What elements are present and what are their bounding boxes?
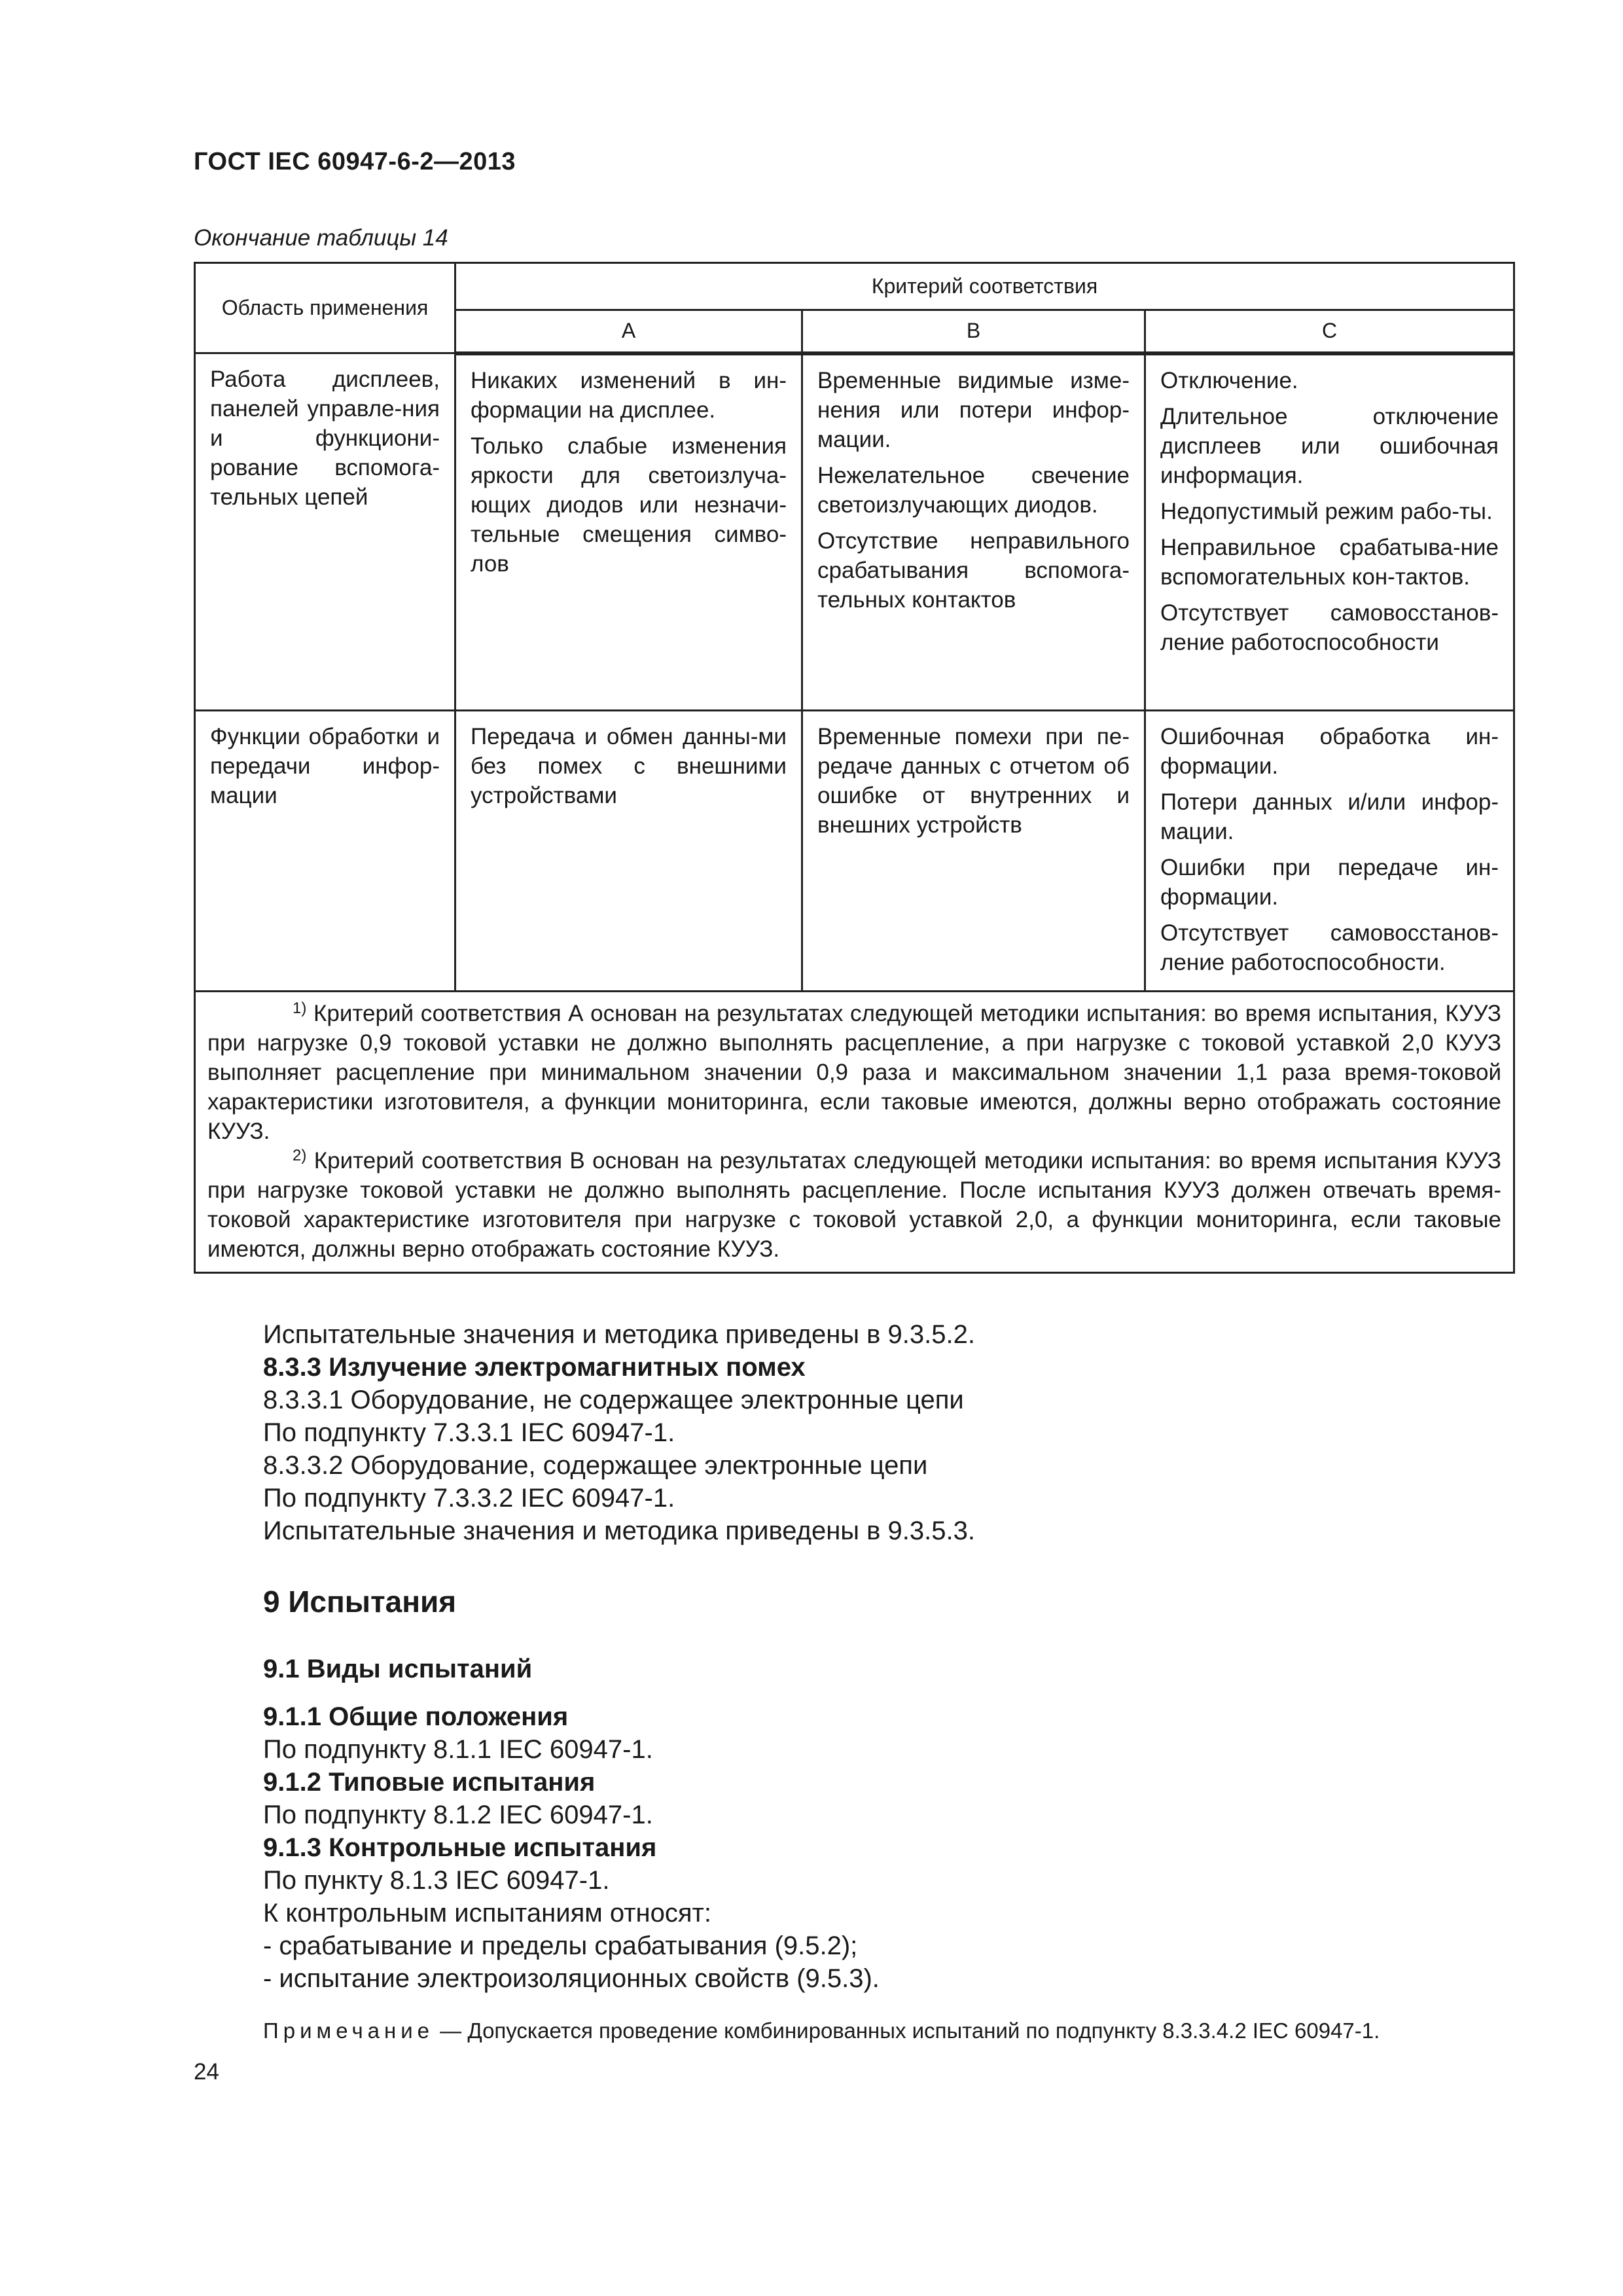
- row-criterion-a: Никаких изменений в ин-формации на дисплее. Только слабые изменения яркости для светоизлуча-ющих диодов или незначи-тельные смещения симво-лов: [455, 353, 802, 711]
- table-row: [195, 353, 1514, 711]
- note-label: Примечание: [263, 2018, 435, 2043]
- paragraph: По подпункту 8.1.2 IEC 60947-1.: [263, 1801, 653, 1829]
- note-text: — Допускается проведение комбинированных испытаний по подпункту 8.3.3.4.2 IEC 60947-1.: [434, 2018, 1380, 2043]
- row-criterion-c: Отключение. Длительное отключение дисплеев или ошибочная информация. Недопустимый режим рабо-ты. Неправильное срабатыва-ние вспомогательных кон-тактов. Отсутствует самовосстанов-ление работоспособности: [1145, 353, 1514, 711]
- section-heading-9-1: 9.1 Виды испытаний: [263, 1655, 533, 1683]
- list-item: - срабатывание и пределы срабатывания (9.5.2);: [263, 1931, 858, 1960]
- subsection-heading: 9.1.1 Общие положения: [263, 1702, 569, 1731]
- list-item: - испытание электроизоляционных свойств (9.5.3).: [263, 1964, 880, 1993]
- paragraph: По подпункту 8.1.1 IEC 60947-1.: [263, 1735, 653, 1764]
- header-area: Область применения: [195, 263, 455, 353]
- paragraph: По пункту 8.1.3 IEC 60947-1.: [263, 1866, 610, 1895]
- row-criterion-b: Временные видимые изме-нения или потери инфор-мации. Нежелательное свечение светоизлучающих диодов. Отсутствие неправильного срабатывания вспомога-тельных контактов: [802, 353, 1145, 711]
- row-area: Функции обработки и передачи инфор-мации: [195, 711, 455, 992]
- subsection-heading: 9.1.2 Типовые испытания: [263, 1768, 596, 1797]
- page-number: 24: [194, 2059, 219, 2085]
- note: [263, 2018, 1380, 2043]
- row-area: Работа дисплеев, панелей управле-ния и функциони-рование вспомога-тельных цепей: [195, 353, 455, 711]
- header-col-b: B: [802, 310, 1145, 353]
- subsection-heading: 8.3.3 Излучение электромагнитных помех: [263, 1353, 806, 1382]
- paragraph: Испытательные значения и методика приведены в 9.3.5.3.: [263, 1516, 975, 1545]
- paragraph: Испытательные значения и методика приведены в 9.3.5.2.: [263, 1320, 975, 1349]
- table-row: [195, 711, 1514, 992]
- header-col-c: C: [1145, 310, 1514, 353]
- header-criteria: Критерий соответствия: [455, 263, 1514, 310]
- table-caption: Окончание таблицы 14: [194, 225, 448, 251]
- body-section-9-1: [263, 1700, 1513, 1995]
- document-header: ГОСТ IEC 60947-6-2—2013: [194, 148, 516, 175]
- section-heading-9: 9 Испытания: [263, 1585, 457, 1619]
- paragraph: К контрольным испытаниям относят:: [263, 1899, 711, 1928]
- row-criterion-b: Временные помехи при пе-редаче данных с отчетом об ошибке от внутренних и внешних устройств: [802, 711, 1145, 992]
- header-col-a: A: [455, 310, 802, 353]
- footnote-1: $^{1)}$ Критерий соответствия А основан на результатах следующей методики испытания: во время испытания, КУУЗ при нагрузке 0,9 токовой уставки не должно выполнять расцепление, а при нагрузке с токовой уставкой 2,0 КУУЗ выполняет расцепление при минимальном значении 0,9 раза и максимальном значении 1,1 раза время-токовой характеристики изготовителя, а функции мониторинга, если таковые имеются, должны верно отображать состояние КУУЗ.: [207, 999, 1501, 1144]
- table-footnotes: [195, 992, 1514, 1273]
- criteria-table: [194, 262, 1515, 1274]
- subsection-heading: 9.1.3 Контрольные испытания: [263, 1833, 657, 1862]
- body-section-8-3: [263, 1318, 1513, 1547]
- row-criterion-a: Передача и обмен данны-ми без помех с внешними устройствами: [455, 711, 802, 992]
- footnote-2: $^{2)}$ Критерий соответствия В основан на результатах следующей методики испытания: во время испытания КУУЗ при нагрузке токовой уставки не должно выполнять расцепление. После испытания КУУЗ должен отвечать время-токовой характеристике изготовителя при нагрузке с токовой уставкой 2,0, а функции мониторинга, если таковые имеются, должны верно отображать состояние КУУЗ.: [207, 1147, 1501, 1262]
- paragraph: 8.3.3.2 Оборудование, содержащее электронные цепи: [263, 1451, 928, 1480]
- paragraph: По подпункту 7.3.3.1 IEC 60947-1.: [263, 1418, 675, 1447]
- row-criterion-c: Ошибочная обработка ин-формации. Потери данных и/или инфор-мации. Ошибки при передаче ин-формации. Отсутствует самовосстанов-ление работоспособности.: [1145, 711, 1514, 992]
- paragraph: 8.3.3.1 Оборудование, не содержащее электронные цепи: [263, 1386, 964, 1414]
- paragraph: По подпункту 7.3.3.2 IEC 60947-1.: [263, 1484, 675, 1513]
